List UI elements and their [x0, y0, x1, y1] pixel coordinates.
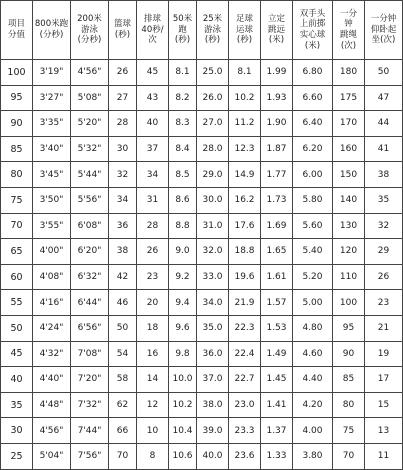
table-cell: 19.6	[229, 264, 261, 290]
table-cell: 3'45"	[33, 162, 71, 188]
table-cell: 5'44"	[71, 162, 109, 188]
table-row	[1, 443, 403, 469]
table-cell: 37	[137, 136, 169, 162]
table-row	[1, 60, 403, 86]
table-row	[1, 136, 403, 162]
table-cell: 46	[109, 290, 137, 316]
table-cell: 5'08"	[71, 85, 109, 111]
table-cell: 21	[365, 315, 403, 341]
table-cell: 17.6	[229, 213, 261, 239]
table-header	[1, 1, 403, 60]
table-cell: 8.4	[169, 136, 197, 162]
table-row	[1, 418, 403, 444]
table-cell: 4'56"	[33, 418, 71, 444]
table-cell: 7'56"	[71, 443, 109, 469]
table-cell: 4.20	[293, 392, 333, 418]
grade-cell: 50	[1, 315, 33, 341]
table-cell: 4.00	[293, 418, 333, 444]
table-cell: 30.0	[197, 187, 229, 213]
table-cell: 7'08"	[71, 341, 109, 367]
grade-cell: 30	[1, 418, 33, 444]
table-cell: 45	[137, 60, 169, 86]
grade-cell: 55	[1, 290, 33, 316]
table-cell: 4.80	[293, 315, 333, 341]
table-cell: 3'55"	[33, 213, 71, 239]
table-cell: 40.0	[197, 443, 229, 469]
column-header: 一分钟 仰卧起 坐(次)	[365, 1, 403, 60]
table-cell: 5.60	[293, 213, 333, 239]
table-row	[1, 264, 403, 290]
grade-cell: 45	[1, 341, 33, 367]
table-cell: 10	[137, 418, 169, 444]
grade-cell: 25	[1, 443, 33, 469]
table-cell: 6.40	[293, 111, 333, 137]
table-cell: 23.6	[229, 443, 261, 469]
table-body	[1, 60, 403, 470]
table-cell: 9.0	[169, 239, 197, 265]
table-cell: 27	[109, 85, 137, 111]
table-cell: 32	[109, 162, 137, 188]
grade-cell: 60	[1, 264, 33, 290]
table-row	[1, 290, 403, 316]
header-row	[1, 1, 403, 60]
table-row	[1, 162, 403, 188]
table-cell: 5'04"	[33, 443, 71, 469]
table-cell: 5.40	[293, 239, 333, 265]
grade-cell: 75	[1, 187, 33, 213]
table-row	[1, 187, 403, 213]
table-cell: 1.61	[261, 264, 293, 290]
table-cell: 13	[365, 418, 403, 444]
table-cell: 10.4	[169, 418, 197, 444]
table-cell: 70	[109, 443, 137, 469]
table-cell: 8.6	[169, 187, 197, 213]
grade-cell: 40	[1, 367, 33, 393]
table-cell: 120	[333, 239, 365, 265]
table-cell: 35	[365, 187, 403, 213]
table-cell: 42	[109, 264, 137, 290]
table-cell: 4'24"	[33, 315, 71, 341]
table-cell: 9.2	[169, 264, 197, 290]
table-row	[1, 341, 403, 367]
table-cell: 34.0	[197, 290, 229, 316]
table-cell: 26.0	[197, 85, 229, 111]
table-cell: 18.8	[229, 239, 261, 265]
table-cell: 38	[109, 239, 137, 265]
table-cell: 160	[333, 136, 365, 162]
table-cell: 35.0	[197, 315, 229, 341]
table-cell: 1.45	[261, 367, 293, 393]
table-cell: 28	[137, 213, 169, 239]
table-cell: 6'20"	[71, 239, 109, 265]
table-cell: 4'16"	[33, 290, 71, 316]
table-cell: 5'56"	[71, 187, 109, 213]
grade-cell: 65	[1, 239, 33, 265]
table-cell: 1.57	[261, 290, 293, 316]
table-cell: 12	[137, 392, 169, 418]
table-cell: 8.1	[229, 60, 261, 86]
table-cell: 32.0	[197, 239, 229, 265]
table-cell: 75	[333, 418, 365, 444]
column-header: 项目 分值	[1, 1, 33, 60]
table-row	[1, 392, 403, 418]
table-cell: 50	[365, 60, 403, 86]
table-cell: 41	[365, 136, 403, 162]
table-cell: 8.5	[169, 162, 197, 188]
table-row	[1, 85, 403, 111]
table-cell: 26	[109, 60, 137, 86]
table-cell: 6.20	[293, 136, 333, 162]
table-cell: 19	[365, 341, 403, 367]
grade-cell: 90	[1, 111, 33, 137]
table-cell: 54	[109, 341, 137, 367]
table-cell: 4'48"	[33, 392, 71, 418]
table-cell: 58	[109, 367, 137, 393]
table-cell: 6'44"	[71, 290, 109, 316]
table-cell: 38.0	[197, 392, 229, 418]
table-cell: 43	[137, 85, 169, 111]
table-cell: 28.0	[197, 136, 229, 162]
table-cell: 8.3	[169, 111, 197, 137]
table-cell: 32	[365, 213, 403, 239]
table-cell: 16.2	[229, 187, 261, 213]
grade-cell: 85	[1, 136, 33, 162]
table-cell: 9.4	[169, 290, 197, 316]
table-cell: 5.20	[293, 264, 333, 290]
table-cell: 26	[137, 239, 169, 265]
table-cell: 30	[109, 136, 137, 162]
table-cell: 44	[365, 111, 403, 137]
table-cell: 95	[333, 315, 365, 341]
table-cell: 6.60	[293, 85, 333, 111]
table-cell: 5'32"	[71, 136, 109, 162]
table-cell: 180	[333, 60, 365, 86]
column-header: 一分 钟 跳绳 (次)	[333, 1, 365, 60]
table-cell: 11.2	[229, 111, 261, 137]
table-cell: 3.80	[293, 443, 333, 469]
table-cell: 40	[137, 111, 169, 137]
table-cell: 50	[109, 315, 137, 341]
table-cell: 90	[333, 341, 365, 367]
table-cell: 1.90	[261, 111, 293, 137]
column-header: 足球 运球 (秒)	[229, 1, 261, 60]
table-cell: 8.1	[169, 60, 197, 86]
table-cell: 34	[109, 187, 137, 213]
table-cell: 1.65	[261, 239, 293, 265]
column-header: 25米 游泳 (秒)	[197, 1, 229, 60]
table-cell: 8	[137, 443, 169, 469]
table-cell: 150	[333, 162, 365, 188]
table-cell: 110	[333, 264, 365, 290]
table-cell: 4'56"	[71, 60, 109, 86]
table-cell: 6'56"	[71, 315, 109, 341]
table-cell: 10.2	[229, 85, 261, 111]
table-cell: 4'00"	[33, 239, 71, 265]
table-cell: 25.0	[197, 60, 229, 86]
grade-cell: 95	[1, 85, 33, 111]
table-cell: 29.0	[197, 162, 229, 188]
table-cell: 34	[137, 162, 169, 188]
table-cell: 26	[365, 264, 403, 290]
table-cell: 8.2	[169, 85, 197, 111]
table-cell: 36.0	[197, 341, 229, 367]
table-cell: 5.80	[293, 187, 333, 213]
table-cell: 1.53	[261, 315, 293, 341]
table-cell: 22.4	[229, 341, 261, 367]
table-cell: 31	[137, 187, 169, 213]
table-cell: 23.0	[229, 392, 261, 418]
table-cell: 85	[333, 367, 365, 393]
table-cell: 10.0	[169, 367, 197, 393]
table-cell: 5'20"	[71, 111, 109, 137]
table-cell: 1.37	[261, 418, 293, 444]
table-cell: 6.00	[293, 162, 333, 188]
grade-cell: 70	[1, 213, 33, 239]
table-cell: 20	[137, 290, 169, 316]
table-cell: 29	[365, 239, 403, 265]
table-cell: 15	[365, 392, 403, 418]
table-cell: 33.0	[197, 264, 229, 290]
table-row	[1, 367, 403, 393]
table-cell: 3'35"	[33, 111, 71, 137]
table-cell: 5.00	[293, 290, 333, 316]
table-cell: 23	[365, 290, 403, 316]
table-cell: 1.69	[261, 213, 293, 239]
table-row	[1, 239, 403, 265]
column-header: 800米跑 (分秒)	[33, 1, 71, 60]
table-cell: 3'19"	[33, 60, 71, 86]
table-cell: 11	[365, 443, 403, 469]
table-cell: 175	[333, 85, 365, 111]
table-cell: 62	[109, 392, 137, 418]
table-cell: 4'32"	[33, 341, 71, 367]
table-cell: 1.41	[261, 392, 293, 418]
table-cell: 14	[137, 367, 169, 393]
table-cell: 1.49	[261, 341, 293, 367]
table-cell: 12.3	[229, 136, 261, 162]
grade-cell: 80	[1, 162, 33, 188]
table-cell: 39.0	[197, 418, 229, 444]
table-cell: 28	[109, 111, 137, 137]
column-header: 200米 游泳 (分秒)	[71, 1, 109, 60]
table-cell: 4'08"	[33, 264, 71, 290]
grade-cell: 100	[1, 60, 33, 86]
table-cell: 3'50"	[33, 187, 71, 213]
table-cell: 23.3	[229, 418, 261, 444]
table-cell: 4.40	[293, 367, 333, 393]
grade-cell: 35	[1, 392, 33, 418]
table-cell: 1.99	[261, 60, 293, 86]
column-header: 排球 40秒/ 次	[137, 1, 169, 60]
table-cell: 66	[109, 418, 137, 444]
table-cell: 6'08"	[71, 213, 109, 239]
column-header: 篮球 (秒)	[109, 1, 137, 60]
table-cell: 7'44"	[71, 418, 109, 444]
table-cell: 7'32"	[71, 392, 109, 418]
column-header: 立定 跳远 (米)	[261, 1, 293, 60]
table-cell: 100	[333, 290, 365, 316]
table-cell: 3'27"	[33, 85, 71, 111]
column-header: 双手头 上前掷 实心球 (米)	[293, 1, 333, 60]
table-cell: 16	[137, 341, 169, 367]
table-cell: 23	[137, 264, 169, 290]
table-cell: 170	[333, 111, 365, 137]
table-cell: 70	[333, 443, 365, 469]
table-cell: 27.0	[197, 111, 229, 137]
table-cell: 7'20"	[71, 367, 109, 393]
table-cell: 1.87	[261, 136, 293, 162]
table-cell: 1.73	[261, 187, 293, 213]
table-cell: 18	[137, 315, 169, 341]
table-cell: 37.0	[197, 367, 229, 393]
table-cell: 80	[333, 392, 365, 418]
column-header: 50米 跑 (秒)	[169, 1, 197, 60]
table-cell: 6.80	[293, 60, 333, 86]
table-cell: 21.9	[229, 290, 261, 316]
table-cell: 1.33	[261, 443, 293, 469]
table-cell: 8.8	[169, 213, 197, 239]
table-cell: 10.2	[169, 392, 197, 418]
table-cell: 38	[365, 162, 403, 188]
table-cell: 130	[333, 213, 365, 239]
table-cell: 17	[365, 367, 403, 393]
table-cell: 4'40"	[33, 367, 71, 393]
table-cell: 4.60	[293, 341, 333, 367]
table-cell: 1.77	[261, 162, 293, 188]
table-cell: 1.93	[261, 85, 293, 111]
table-cell: 3'40"	[33, 136, 71, 162]
table-cell: 14.9	[229, 162, 261, 188]
table-cell: 47	[365, 85, 403, 111]
table-cell: 31.0	[197, 213, 229, 239]
table-cell: 6'32"	[71, 264, 109, 290]
table-cell: 22.3	[229, 315, 261, 341]
table-row	[1, 315, 403, 341]
table-cell: 9.6	[169, 315, 197, 341]
table-cell: 9.8	[169, 341, 197, 367]
table-row	[1, 213, 403, 239]
table-cell: 140	[333, 187, 365, 213]
table-cell: 22.7	[229, 367, 261, 393]
table-row	[1, 111, 403, 137]
table-cell: 10.6	[169, 443, 197, 469]
table-cell: 36	[109, 213, 137, 239]
